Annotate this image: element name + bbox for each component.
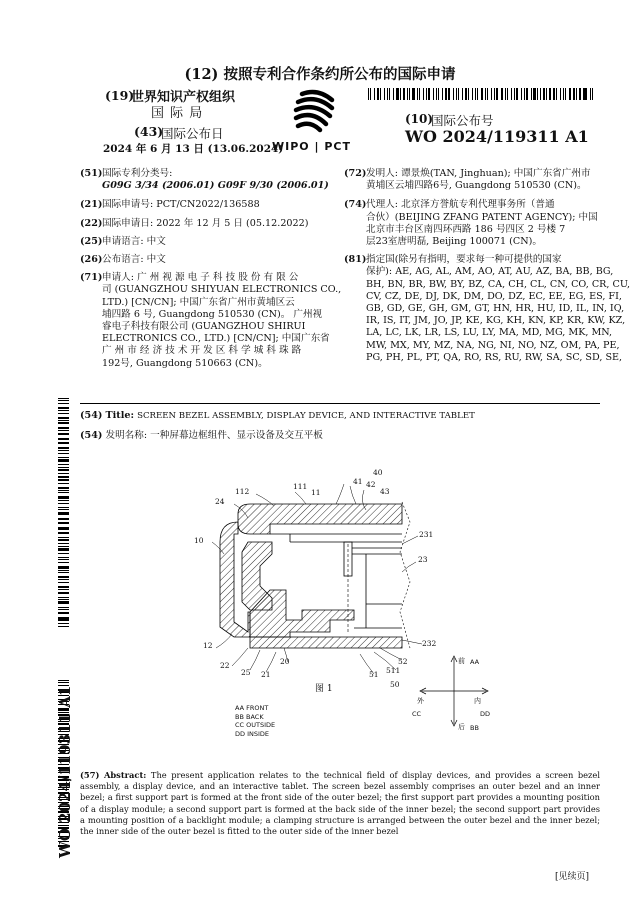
field-line: 发明人: 谭景焕(TAN, Jinghuan); 中国广东省广州市 [366,168,591,179]
title-en-number: (54) [80,410,103,421]
barcode-bar [477,88,478,100]
barcode-bar [524,88,525,100]
field-line: 国际专利分类号: [102,168,173,179]
barcode-bar [521,88,522,100]
barcode-bar [592,88,593,100]
barcode-bar [549,88,550,100]
field-number: (26) [80,254,103,265]
barcode-bar [565,88,566,100]
field-line: LTD.) [CN/CN]; 中国广东省广州市黄埔区云 [102,296,295,308]
barcode-bar [58,476,69,478]
field-line: CV, CZ, DE, DJ, DK, DM, DO, DZ, EC, EE, EG, ES, FI, [366,290,622,302]
barcode-bar [433,88,434,100]
dir-front: 前 [458,657,465,665]
barcode-bar [511,88,512,100]
barcode-bar [553,88,555,100]
field-line: 申请人: 广 州 视 源 电 子 科 技 股 份 有 限 公 [102,272,299,284]
legend-item: AA FRONT [235,704,269,712]
barcode-bar [58,548,69,550]
dir-bb: BB [470,724,479,732]
barcode-bar [58,500,69,502]
figure-label: 11 [311,488,321,497]
barcode-bar [537,88,538,100]
wipo-pct-text: WIPO | PCT [272,140,351,153]
barcode-bar [58,557,69,558]
barcode-bar [58,450,69,451]
field-body [102,218,335,230]
abstract-number: (57) [80,770,100,780]
barcode-bar [58,519,69,520]
barcode-bar [58,626,69,627]
field-body [366,199,599,248]
figure-label: 112 [235,487,250,496]
barcode-bar [58,623,69,624]
barcode-bar [423,88,424,100]
barcode-bar [58,586,69,588]
barcode-bar [58,570,69,571]
field-number: (25) [80,235,103,247]
field-line: 指定国(除另有指明，要求每一种可提供的国家 [366,254,562,266]
field-line: 申请语言: 中文 [102,235,166,247]
field-body [366,254,631,364]
barcode-bar [58,612,69,614]
pub-no-value: WO 2024/119311 A1 [405,127,589,146]
barcode-bar [58,539,69,541]
org-name: 世界知识产权组织 [131,90,236,105]
org-code: (19) [105,88,135,103]
field-body [102,199,335,211]
figure-label: 25 [241,668,251,677]
barcode-bar [58,467,69,468]
barcode-bar [442,88,443,100]
barcode-bar [505,88,506,100]
continued-note: [见续页] [555,872,590,882]
field-line: PG, PH, PL, PT, QA, RO, RS, RU, RW, SA, SC, SD, SE, [366,351,623,363]
barcode [368,88,594,100]
dir-dd: DD [480,710,491,718]
field-body [102,168,335,192]
figure-label: 231 [419,530,434,539]
barcode-bar [58,438,69,439]
barcode-bar [456,88,457,100]
barcode-bar [501,88,503,100]
barcode-bar [58,553,69,555]
barcode-bar [58,592,69,594]
barcode-bar [407,88,408,100]
barcode-bar [546,88,547,100]
field-line: LA, LC, LK, LR, LS, LU, LY, MA, MD, MG, MK, MN, [366,327,613,339]
field-line: 层23室唐明磊, Beijing 100071 (CN)。 [366,236,542,247]
barcode-bar [58,410,69,411]
figure-label: 232 [422,639,437,648]
barcode-bar [58,546,69,547]
barcode-bar [403,88,404,100]
field-line: G09G 3/34 (2006.01) G09F 9/30 (2006.01) [102,180,329,192]
barcode-bar [590,88,591,100]
figure-label: 41 [353,477,363,486]
barcode-bar [419,88,420,100]
field-line: ELECTRONICS CO., LTD.) [CN/CN]; 中国广东省 [102,333,330,345]
barcode-bar [543,88,544,100]
barcode-bar [560,88,561,100]
barcode-bar [396,88,398,100]
figure-label: 21 [261,670,271,679]
barcode-bar [472,88,473,100]
barcode-bar [58,532,69,534]
pub-date-value: 2024 年 6 月 13 日 (13.06.2024) [103,143,284,155]
barcode-bar [58,512,69,514]
field-line: 合伙）(BEIJING ZFANG PATENT AGENCY); 中国 [366,211,598,223]
legend-item: BB BACK [235,712,264,721]
barcode-bar [462,88,463,100]
field-body [102,236,335,248]
pub-date-label: 国际公布日 [161,126,224,141]
barcode-bar [368,88,369,100]
barcode-bar [58,618,69,620]
legend-item: DD INSIDE [235,729,270,738]
barcode-bar [387,88,388,100]
field-line: 国际申请号: PCT/CN2022/136588 [102,199,260,211]
figure-label: 51 [369,670,379,679]
barcode-bar [576,88,577,100]
abstract-text: The present application relates to the technical field of display devices, and provides a screen bezel assembly, a display device, and an interactive tablet. The screen bezel assembly comprises an outer bezel and an inner bezel; a first support part is formed at the front side of the outer bezel; the first support part provides a mounting position of a display module; a second support part is formed at the back side of the inner bezel; the second support part provides a mounting position of a backlight module; a clamping structure is arranged between the outer bezel and the inner bezel; the inner side of the outer bezel is fitted to the outer side of the inner bezel [80,770,600,837]
barcode-bar [526,88,527,100]
title-en-label: Title: [105,410,135,421]
barcode-bar [436,88,437,100]
title-en: SCREEN BEZEL ASSEMBLY, DISPLAY DEVICE, AND INTERACTIVE TABLET [137,411,475,421]
field-line: BH, BN, BR, BW, BY, BZ, CA, CH, CL, CN, CO, CR, CU, [366,278,631,290]
barcode-bar [412,88,414,100]
barcode-bar [487,88,488,100]
barcode-bar [516,88,518,100]
barcode-bar [58,582,69,584]
barcode-bar [491,88,492,100]
patent-figure [190,462,530,752]
barcode-bar [384,88,385,100]
barcode-bar [58,442,69,444]
barcode-bar [58,473,69,474]
field-body [102,272,342,370]
barcode-bar [409,88,410,100]
barcode-bar [514,88,515,100]
field-body [102,254,335,266]
barcode-bar [58,400,69,402]
barcode-bar [583,88,584,100]
field-line: 公布语言: 中文 [102,254,166,265]
barcode-bar [58,464,69,465]
field-line: 保护): AE, AG, AL, AM, AO, AT, AU, AZ, BA, BB, BG, [366,266,614,278]
barcode-bar [58,492,69,493]
barcode-bar [496,88,497,100]
barcode-bar [58,457,69,458]
barcode-bar [445,88,446,100]
figure-caption: 图 1 [315,684,333,694]
barcode-bar [58,576,69,578]
barcode-bar [393,88,394,100]
barcode-bar [400,88,401,100]
field-line: 黄埔区云埔四路6号, Guangdong 510530 (CN)。 [366,180,587,192]
barcode-bar [58,617,69,618]
figure-label: 42 [366,480,376,489]
field-line: 广 州 市 经 济 技 术 开 发 区 科 学 城 科 珠 路 [102,345,302,357]
barcode-bar [58,599,69,600]
barcode-bar [58,518,69,519]
field-body [366,168,599,192]
field-line: 北京市丰台区南四环西路 186 号四区 2 号楼 7 [366,223,566,235]
barcode-bar [481,88,483,100]
figure-label: 40 [373,468,383,477]
barcode-bar [584,88,586,100]
field-number: (51) [80,168,103,179]
barcode-bar [531,88,532,100]
field-line: 国际申请日: 2022 年 12 月 5 日 (05.12.2022) [102,217,309,229]
barcode-bar [533,88,535,100]
figure-label: 111 [293,482,308,491]
barcode-bar [370,88,371,100]
field-line: 埔四路 6 号, Guangdong 510530 (CN)。 广州视 [102,308,323,320]
barcode-bar [58,572,69,573]
figure-label: 10 [194,536,204,545]
barcode-bar [573,88,574,100]
field-number: (22) [80,217,103,229]
field-line: IR, IS, IT, JM, JO, JP, KE, KG, KH, KN, KP, KR, KW, KZ, [366,315,626,327]
barcode-bar [58,417,69,419]
figure-label: 12 [203,641,213,650]
barcode-bar [58,447,69,449]
barcode-bar [377,88,379,100]
barcode-bar [556,88,557,100]
side-barcode [58,398,69,628]
barcode-bar [58,459,69,461]
barcode-bar [58,496,69,498]
barcode-bar [448,88,450,100]
barcode-bar [579,88,580,100]
barcode-bar [58,479,69,481]
barcode-bar [58,601,69,603]
barcode-bar [58,579,69,580]
field-line: 192号, Guangdong 510663 (CN)。 [102,357,268,369]
bureau-name: 国 际 局 [151,106,204,121]
figure-label: 23 [418,555,428,564]
figure-label: 52 [398,657,408,666]
barcode-bar [58,597,69,598]
barcode-bar [438,88,439,100]
barcode-bar [58,490,69,491]
barcode-bar [507,88,508,100]
barcode-bar [58,469,69,471]
barcode-bar [380,88,381,100]
figure-label: 20 [280,657,290,666]
field-number: (21) [80,199,103,211]
figure-label: 24 [215,497,225,506]
barcode-bar [58,562,69,563]
barcode-bar [428,88,430,100]
barcode-bar [58,483,69,484]
barcode-bar [468,88,469,100]
barcode-bar [417,88,418,100]
barcode-bar [58,528,69,530]
barcode-bar [475,88,476,100]
barcode-bar [58,507,69,509]
dir-cc: CC [412,710,422,718]
dir-outside: 外 [417,697,424,705]
barcode-bar [58,589,69,590]
barcode-bar [58,439,69,440]
barcode-bar [485,88,486,100]
dir-back: 后 [458,723,465,731]
abstract [80,770,600,837]
barcode-bar [58,433,69,435]
field-line: 睿电子科技有限公司 (GUANGZHOU SHIRUI [102,321,306,332]
barcode-bar [58,522,69,524]
barcode-bar [58,503,69,504]
pub-no-code: (10) [405,112,434,126]
figure-label: 43 [380,487,390,496]
barcode-bar [458,88,459,100]
section-divider [80,403,600,404]
barcode-bar [563,88,564,100]
title-zh-number: (54) [80,430,103,441]
barcode-bar [58,422,69,424]
barcode-bar [540,88,541,100]
barcode-bar [374,88,375,100]
barcode-bar [58,403,69,404]
barcode-bar [58,609,69,610]
field-number: (74) [344,199,367,211]
barcode-bar [58,559,69,561]
barcode-bar [453,88,454,100]
barcode-bar [389,88,390,100]
barcode-bar [58,543,69,544]
abstract-label: Abstract: [103,770,147,780]
barcode-bar [465,88,467,100]
barcode-bar [58,453,69,455]
barcode-bar [58,527,69,528]
field-line: 司 (GUANGZHOU SHIYUAN ELECTRONICS CO., [102,284,342,296]
barcode-bar [58,607,69,609]
figure-label: 511 [386,666,401,675]
field-number: (72) [344,168,367,179]
barcode-bar [569,88,571,100]
barcode-bar [58,427,69,429]
figure-label: 22 [220,661,230,670]
barcode-bar [58,682,69,683]
field-line: 代理人: 北京泽方誉航专利代理事务所（普通 [366,199,555,211]
barcode-bar [58,509,69,510]
barcode-bar [58,407,69,409]
document-title: (12) 按照专利合作条约所公布的国际申请 [184,66,456,83]
legend-item: CC OUTSIDE [235,721,276,729]
dir-aa: AA [470,658,480,666]
barcode-bar [58,566,69,568]
field-number: (81) [344,254,367,266]
barcode-bar [426,88,427,100]
barcode-bar [58,420,69,421]
title-zh: 发明名称: 一种屏幕边框组件、显示设备及交互平板 [105,430,323,441]
figure-label: 50 [390,680,400,689]
figure-legend [235,704,275,738]
barcode-bar [58,413,69,414]
barcode-bar [58,398,69,399]
side-publication-code: WO 2024/119311 A1 [56,685,74,858]
barcode-bar [58,487,69,489]
dir-inside: 内 [474,697,481,705]
barcode-bar [58,537,69,538]
field-line: MW, MX, MY, MZ, NA, NG, NI, NO, NZ, OM, PA, PE, [366,339,620,351]
pub-date-code: (43) [134,124,164,139]
barcode-bar [58,430,69,431]
field-line: GB, GD, GE, GH, GM, GT, HN, HR, HU, ID, IL, IN, IQ, [366,303,625,314]
pub-no-label: 国际公布号 [431,113,494,128]
field-number: (71) [80,272,103,284]
barcode-bar [494,88,495,100]
barcode-bar [58,680,69,681]
